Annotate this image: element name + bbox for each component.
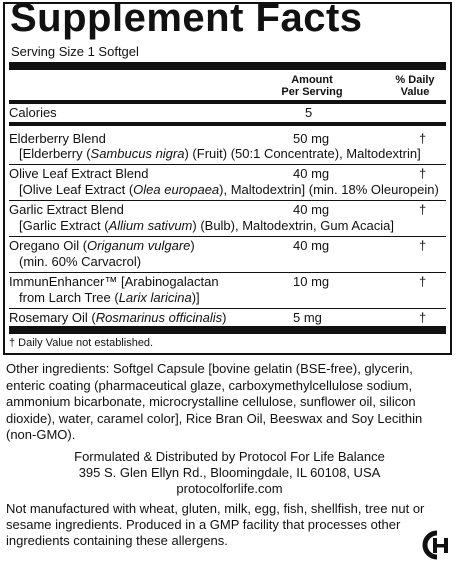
thick-rule-top (9, 62, 446, 70)
row-divider (9, 308, 446, 309)
panel-title: Supplement Facts (10, 0, 363, 40)
ingredient-dv: † (419, 166, 427, 181)
ingredient-name: ImmunEnhancer™ [Arabinogalactan (9, 274, 219, 289)
ingredient-amount: 50 mg (293, 131, 330, 146)
row-divider (9, 164, 446, 165)
ingredient-amount: 40 mg (293, 238, 330, 253)
ingredient-dv: † (419, 310, 427, 325)
ingredient-name: Rosemary Oil (Rosmarinus officinalis) (9, 310, 227, 325)
distributor-address: 395 S. Glen Ellyn Rd., Bloomingdale, IL 60108, USA (78, 465, 381, 480)
ingredient-dv: † (419, 238, 427, 253)
ingredient-name: Oregano Oil (Origanum vulgare) (9, 238, 195, 253)
ingredient-sub: [Elderberry (Sambucus nigra) (Fruit) (50:1 Concentrate), Maltodextrin] (19, 146, 421, 161)
row-divider (9, 272, 446, 273)
header-daily-value (385, 74, 445, 98)
ingredient-amount: 5 mg (293, 310, 322, 325)
ingredient-name: Garlic Extract Blend (9, 202, 124, 217)
row-divider (9, 200, 446, 201)
header-amount (267, 74, 357, 98)
ingredient-amount: 10 mg (293, 274, 330, 289)
distributor-website: protocolforlife.com (176, 481, 283, 496)
ingredient-amount: 40 mg (293, 202, 330, 217)
medium-rule (9, 100, 446, 104)
ingredient-name: Olive Leaf Extract Blend (9, 166, 149, 181)
distributor-line1: Formulated & Distributed by Protocol For Life Balance (74, 449, 385, 464)
ingredient-line2: from Larch Tree (Larix laricina)] (19, 290, 200, 305)
header-dv-line1: % Daily (395, 74, 435, 86)
ingredient-dv: † (419, 131, 427, 146)
serving-size: Serving Size 1 Softgel (11, 44, 139, 59)
header-amount-line1: Amount (291, 74, 333, 86)
ingredient-amount: 40 mg (293, 166, 330, 181)
ingredient-sub: [Olive Leaf Extract (Olea europaea), Maltodextrin] (min. 18% Oleuropein) (19, 182, 439, 197)
ingredient-sub: [Garlic Extract (Allium sativum) (Bulb), Maltodextrin, Gum Acacia] (19, 218, 394, 233)
header-dv-line2: Value (400, 86, 430, 98)
thick-rule-bottom (9, 326, 446, 334)
calories-label: Calories (9, 105, 57, 120)
distributor-info (0, 449, 459, 497)
ingredient-line2: (min. 60% Carvacrol) (19, 254, 142, 269)
header-amount-line2: Per Serving (281, 86, 343, 98)
other-ingredients: Other ingredients: Softgel Capsule [bovine gelatin (BSE-free), glycerin, enteric coating (pharmaceutical glaze, carboxymethylcellulose sodium, ammonium bicarbonate, microcrystalline cellulose, sunflower oil, silicon dioxide), water, caramel color], Rice Bran Oil, Beeswax and Soy Lecithin (non-GMO). (6, 361, 423, 442)
supplement-facts-panel (3, 2, 452, 355)
allergen-statement: Not manufactured with wheat, gluten, milk, egg, fish, shellfish, tree nut or sesame ingredients. Produced in a GMP facility that processes other ingredients containing these allergens. (6, 501, 425, 548)
medium-rule-2 (9, 122, 446, 126)
calories-amount: 5 (305, 105, 313, 120)
daily-value-footnote: † Daily Value not established. (9, 337, 154, 349)
ingredient-dv: † (419, 202, 427, 217)
ch-logo-icon (420, 530, 454, 560)
ingredient-dv: † (419, 274, 427, 289)
row-divider (9, 236, 446, 237)
ingredient-name: Elderberry Blend (9, 131, 106, 146)
